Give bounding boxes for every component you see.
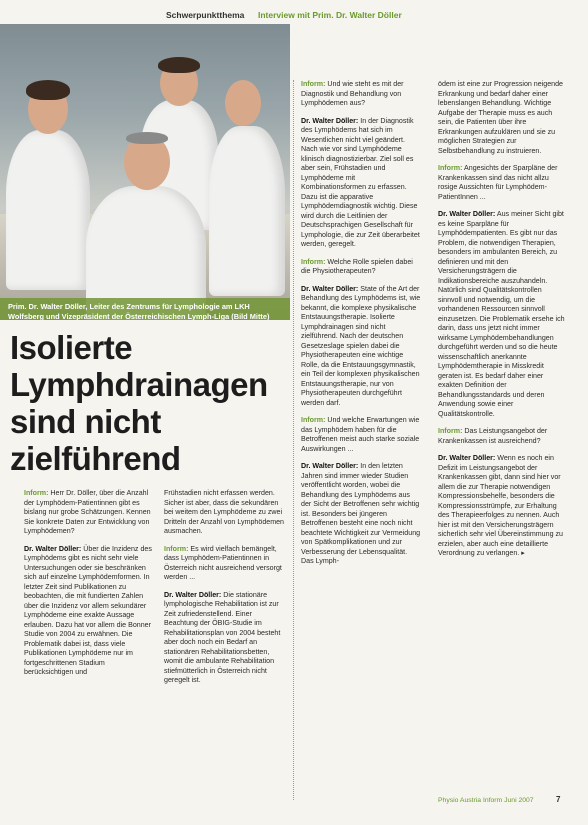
text-column-1	[24, 489, 152, 686]
paragraph-text: Herr Dr. Döller, über die Anzahl der Lymphödem-Patientinnen gibt es bislang nur grobe Schätzungen. Kennen Sie konkrete Daten zur Entwicklung von Lymphödemen?	[24, 489, 151, 535]
paragraph	[301, 285, 421, 409]
speaker-label: Inform:	[438, 427, 463, 435]
text-column-2	[164, 489, 286, 694]
column-divider	[293, 80, 294, 800]
section-subtitle: Interview mit Prim. Dr. Walter Döller	[258, 10, 402, 20]
speaker-label: Dr. Walter Döller:	[438, 454, 496, 462]
speaker-label: Dr. Walter Döller:	[301, 462, 359, 470]
paragraph	[301, 258, 421, 277]
speaker-label: Inform:	[301, 80, 326, 88]
speaker-label: Inform:	[438, 164, 463, 172]
paragraph-text: Es wird vielfach bemängelt, dass Lymphödem-Patientinnen in Österreich nicht ausreichend versorgt werden ...	[164, 544, 282, 581]
article-headline: Isolierte Lymphdrainagen sind nicht zielführend	[10, 329, 268, 477]
text-column-4	[438, 80, 566, 567]
paragraph-text: Aus meiner Sicht gibt es keine Sparpläne für Lymphödempatienten. Es gibt nur das Problem, die notwendigen Therapien, besonders im ambulanten Bereich, zu definieren und mit den Versicherungsträgern die Indikationsbereiche auszuhandeln. Natürlich sind Qualitätskontrollen sinnvoll und notwendig, um die vorhandenen Ressourcen sinnvoll einzusetzen. Die Problematik ersehe ich darin, dass uns jetzt nicht immer wirksame Lymphödembehandlungen durchgeführt werden und so die heute wissenschaftlich anerkannte Lymphödemtherapie in Misskredit geraten ist. Es bedarf daher einer exakten Definition der Behandlungsstandards und deren Anwendung sowie einer Qualitätskontrolle.	[438, 210, 565, 418]
speaker-label: Dr. Walter Döller:	[301, 116, 359, 125]
speaker-label: Dr. Walter Döller:	[438, 210, 496, 218]
paragraph	[438, 427, 566, 446]
paragraph	[24, 545, 152, 678]
paragraph-text: ödem ist eine zur Progression neigende Erkrankung und bedarf daher einer lebenslangen Behandlung. Wichtige Aufgabe der Therapie muss es auch sein, die Patienten über ihre Erkrankungen aufzuklären und sie zu möglichen Strategien zur Selbstbehandlung zu instruieren.	[438, 80, 564, 155]
paragraph-text: Wenn es noch ein Defizit im Leistungsangebot der Krankenkassen gibt, dann sind hier vor allem die zur Therapie notwendigen Kompressionsbehelfe, besonders die Kompressionsstrümpfe, zur Erhaltung des Therapieerfolges zu nennen. Auch hier ist mit den Versicherungsträgern sicherlich sehr viel Übereinstimmung zu erzielen, aber auch eine detaillierte Verordnung zu verlangen. ▸	[438, 454, 563, 557]
paragraph-text: State of the Art der Behandlung des Lymphödems ist, wie bekannt, die komplexe physikalische Entstauungstherapie. Isolierte Lymphdrainagen sind nicht zielführend. Nach der deutschen Gesetzeslage spielen dabei die Physiotherapeuten eine wichtige Rolle, da die Entstauungsgymnastik, ein Teil der komplexen physikalischen Entstauungstherapie, nur von Physiotherapeuten durchgeführt werden darf.	[301, 284, 421, 407]
paragraph	[301, 117, 421, 250]
paragraph	[164, 545, 286, 583]
paragraph	[164, 591, 286, 686]
paragraph	[164, 489, 286, 537]
paragraph-text: Frühstadien nicht erfassen werden. Sicher ist aber, dass die sekundären bei weitem den Lymphödeme zu zwei Dritteln der Anzahl von Lymphödemen ausmachen.	[164, 489, 285, 535]
paragraph	[438, 454, 566, 559]
paragraph-text: Das Leistungsangebot der Krankenkassen ist ausreichend?	[438, 427, 548, 445]
speaker-label: Inform:	[301, 416, 326, 424]
paragraph-text: Und welche Erwartungen wie das Lymphödem haben für die Betroffenen meist auch starke soziale Auswirkungen ...	[301, 416, 420, 453]
text-column-3	[301, 80, 421, 575]
speaker-label: Inform:	[24, 489, 49, 497]
paragraph-text: Angesichts der Sparpläne der Krankenkassen sind das nicht allzu rosige Aussichten für Lymphödem-PatientInnen ...	[438, 164, 558, 201]
paragraph-text: Welche Rolle spielen dabei die Physiotherapeuten?	[301, 257, 413, 275]
paragraph-text: In den letzten Jahren sind immer wieder Studien veröffentlicht worden, wobei die Behandlung des Lymphödems aus der Sicht der Betroffenen sehr wichtig ist. Besonders bei jüngeren Betroffenen besteht eine noch nicht beachtete Wichtigkeit zur Vermeidung von Spätkomplikationen und zur Verbesserung der Lebensqualität. Das Lymph-	[301, 462, 421, 565]
speaker-label: Dr. Walter Döller:	[24, 544, 82, 553]
speaker-label: Dr. Walter Döller:	[301, 284, 359, 293]
paragraph	[301, 416, 421, 454]
paragraph-text: Die stationäre lymphologische Rehabilitation ist zur Zeit zufriedenstellend. Einer Beachtung der ÖBIG-Studie im Rehabilitationsplan von 2004 besteht aber doch noch ein Bedarf an stationären Rehabilitationsbetten, womit die ambulante Rehabilitation stiefmütterlich in Österreich nicht geregelt ist.	[164, 590, 281, 684]
section-topic: Schwerpunktthema	[166, 10, 245, 20]
group-photo	[0, 24, 290, 320]
paragraph	[438, 164, 566, 202]
paragraph-text: In der Diagnostik des Lymphödems hat sich im Wesentlichen nicht viel geändert. Nach wie vor sind Lymphödeme klinisch diagnostizierbar. Ziel soll es aber sein, Frühstadien und Lymphödeme mit Kombinationsformen zu erfassen. Dazu ist die apparative Lymphödemdiagnostik wichtig. Diese wird durch die Leitlinien der Deutschsprachigen Gesellschaft für Lymphologie, die zur Zeit überarbeitet werden, geregelt.	[301, 116, 420, 248]
speaker-label: Dr. Walter Döller:	[164, 590, 222, 599]
paragraph-text: Und wie steht es mit der Diagnostik und Behandlung von Lymphödemen aus?	[301, 80, 404, 107]
paragraph	[301, 80, 421, 109]
paragraph	[301, 462, 421, 567]
speaker-label: Inform:	[301, 257, 326, 266]
photo-caption: Prim. Dr. Walter Döller, Leiter des Zentrums für Lymphologie am LKH Wolfsberg und Vizepräsident der Österreichischen Lymph-Liga (Bild Mitte)	[0, 298, 290, 320]
paragraph-text: Über die Inzidenz des Lymphödems gibt es nicht sehr viele Untersuchungen oder sie beschränken sich auf einzelne Lymphödemformen. In letzter Zeit sind Publikationen zu beobachten, die mit fundierten Zahlen über die Inzidenz vor allem sekundärer Lymphödeme eine exakte Aussage erlauben. Dazu hat vor allem die Bonner Studie von 2004 zu erwähnen. Die Problematik dabei ist, dass viele Publikationen Lymphödeme nur im fortgeschrittenen Stadium berücksichtigen und	[24, 544, 152, 676]
footer-source: Physio Austria Inform Juni 2007	[438, 797, 534, 804]
paragraph	[438, 210, 566, 419]
speaker-label: Inform:	[164, 544, 189, 553]
paragraph	[24, 489, 152, 537]
paragraph	[438, 80, 566, 156]
page-number: 7	[556, 795, 561, 804]
